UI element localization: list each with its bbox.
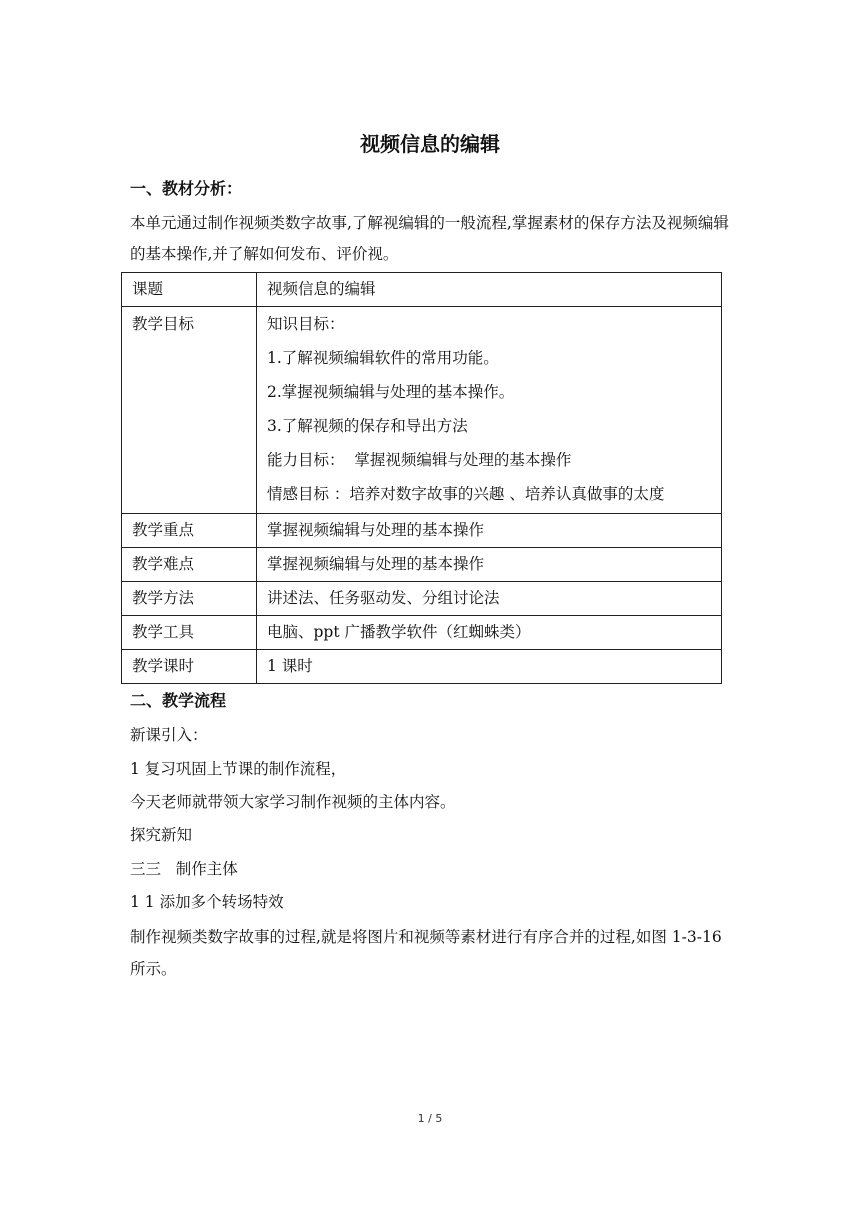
table-row — [122, 616, 722, 650]
document-title: 视频信息的编辑 — [360, 132, 500, 156]
table-row — [122, 650, 722, 684]
objective-line: 3.了解视频的保存和导出方法 — [267, 417, 468, 435]
row-value-hours: 1 课时 — [257, 650, 722, 684]
row-value-methods: 讲述法、任务驱动发、分组讨论法 — [257, 582, 722, 616]
row-value-tools: 电脑、ppt 广播教学软件（红蜘蛛类） — [257, 616, 722, 650]
process-line: 新课引入： — [130, 726, 208, 744]
table-row — [122, 307, 722, 514]
table-row — [122, 548, 722, 582]
lesson-plan-table — [121, 272, 722, 684]
row-label-difficulties: 教学难点 — [122, 548, 257, 582]
process-line: 三三 制作主体 — [130, 860, 238, 878]
row-label-key-points: 教学重点 — [122, 514, 257, 548]
objective-line: 2.掌握视频编辑与处理的基本操作。 — [267, 383, 515, 401]
row-label-methods: 教学方法 — [122, 582, 257, 616]
objective-line: 知识目标： — [267, 315, 345, 333]
table-row — [122, 514, 722, 548]
section-heading-analysis: 一、教材分析： — [130, 179, 243, 198]
objective-line: 情感目标 ：培养对数字故事的兴趣 、培养认真做事的太度 — [267, 485, 665, 503]
process-line: 今天老师就带领大家学习制作视频的主体内容。 — [130, 793, 456, 811]
row-value-key-points: 掌握视频编辑与处理的基本操作 — [257, 514, 722, 548]
process-paragraph: 制作视频类数字故事的过程,就是将图片和视频等素材进行有序合并的过程,如图 1-3-16 所示。 — [130, 928, 722, 978]
row-label-tools: 教学工具 — [122, 616, 257, 650]
process-line: 1 1 添加多个转场特效 — [130, 893, 284, 911]
row-value-difficulties: 掌握视频编辑与处理的基本操作 — [257, 548, 722, 582]
row-label-objectives: 教学目标 — [122, 307, 257, 514]
row-value-topic: 视频信息的编辑 — [257, 273, 722, 307]
analysis-paragraph: 本单元通过制作视频类数字故事,了解视编辑的一般流程,掌握素材的保存方法及视频编辑的基本操作,并了解如何发布、评价视。 — [130, 214, 729, 263]
objective-line: 1.了解视频编辑软件的常用功能。 — [267, 349, 499, 367]
process-line: 探究新知 — [130, 826, 193, 844]
row-value-objectives — [257, 307, 722, 514]
table-row — [122, 582, 722, 616]
section-heading-process: 二、教学流程 — [130, 691, 227, 710]
row-label-topic: 课题 — [122, 273, 257, 307]
process-line: 1 复习巩固上节课的制作流程， — [130, 760, 347, 778]
table-row — [122, 273, 722, 307]
page-number: 1 / 5 — [417, 1112, 443, 1125]
objective-line: 能力目标： 掌握视频编辑与处理的基本操作 — [267, 451, 572, 469]
row-label-hours: 教学课时 — [122, 650, 257, 684]
